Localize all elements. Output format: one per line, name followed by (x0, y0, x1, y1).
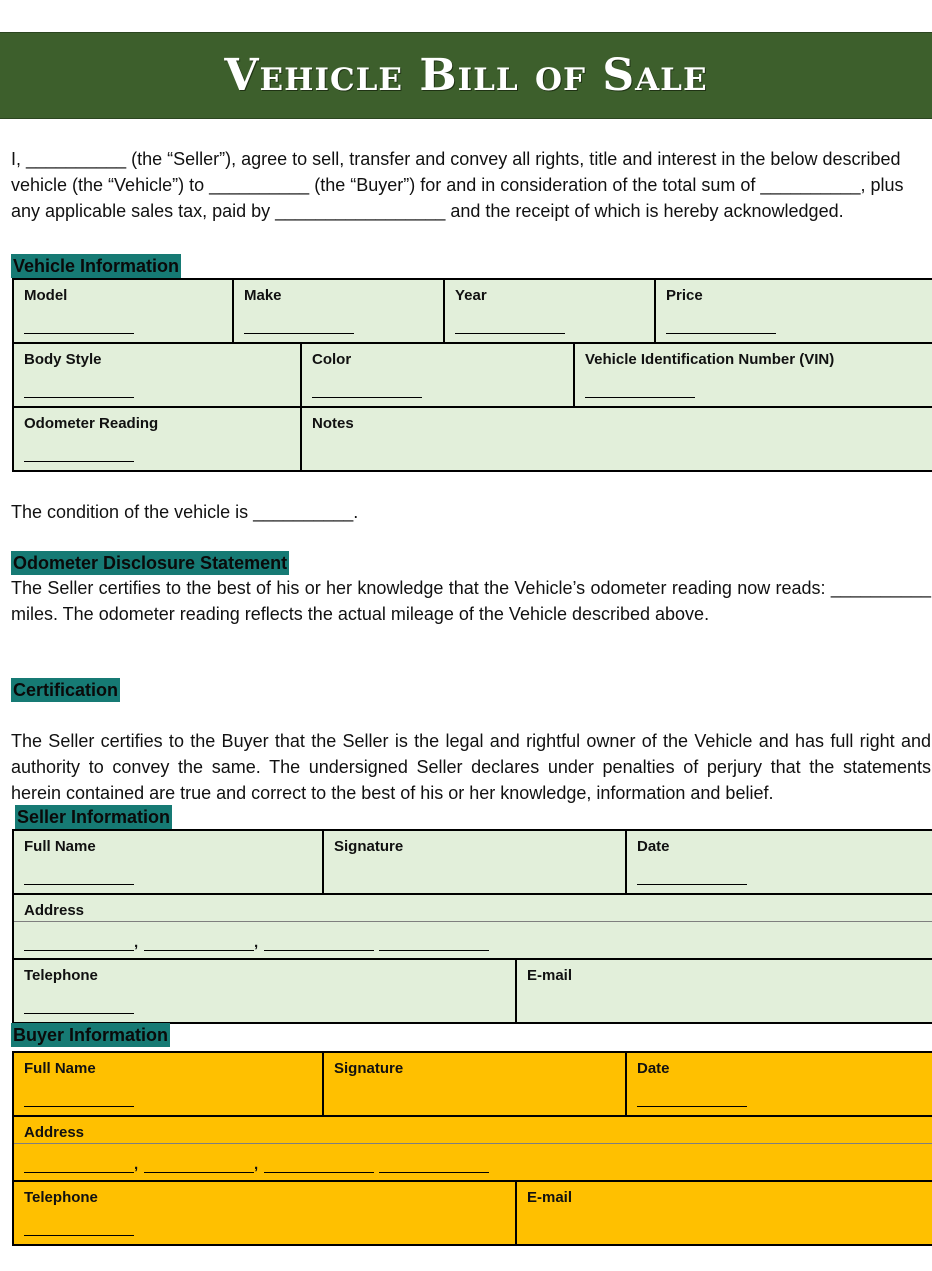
seller-full-name-label: Full Name (24, 838, 96, 855)
seller-address-row[interactable] (14, 893, 932, 958)
buyer-address-street-blank[interactable] (24, 1158, 134, 1173)
year-cell[interactable] (443, 280, 654, 342)
buyer-telephone-cell[interactable] (14, 1182, 515, 1244)
price-blank[interactable] (666, 333, 776, 334)
price-cell[interactable] (654, 280, 932, 342)
title-banner (0, 32, 932, 119)
buyer-address-row[interactable] (14, 1115, 932, 1180)
vehicle-info-heading: Vehicle Information (13, 256, 180, 276)
seller-address-blanks[interactable]: , , (14, 921, 932, 958)
year-label: Year (455, 287, 487, 304)
buyer-date-blank[interactable] (637, 1106, 747, 1107)
page-title: Vehicle Bill of Sale (224, 50, 708, 101)
seller-telephone-blank[interactable] (24, 1013, 134, 1014)
seller-address-label-wrap (14, 895, 932, 921)
price-label: Price (666, 287, 703, 304)
model-blank[interactable] (24, 333, 134, 334)
make-blank[interactable] (244, 333, 354, 334)
buyer-address-city-blank[interactable] (144, 1158, 254, 1173)
seller-info-heading: Seller Information (17, 807, 171, 827)
vin-cell[interactable] (573, 344, 932, 406)
seller-address-zip-blank[interactable] (379, 936, 489, 951)
buyer-email-cell[interactable] (515, 1182, 932, 1244)
condition-line: The condition of the vehicle is __________. (11, 502, 359, 522)
buyer-full-name-label: Full Name (24, 1060, 96, 1077)
body-style-label: Body Style (24, 351, 102, 368)
buyer-date-label: Date (637, 1060, 670, 1077)
odometer-blank[interactable] (24, 461, 134, 462)
seller-address-street-blank[interactable] (24, 936, 134, 951)
intro-paragraph: I, __________ (the “Seller”), agree to sell, transfer and convey all rights, title and interest in the below described vehicle (the “Vehicle”) to __________ (the “Buyer”) for and in consideration of the total sum of __________, plus any applicable sales tax, paid by _________________ and the receipt of which is hereby acknowledged. (11, 149, 904, 221)
buyer-row-1 (14, 1053, 932, 1115)
seller-address-label: Address (24, 902, 85, 919)
make-label: Make (244, 287, 282, 304)
year-blank[interactable] (455, 333, 565, 334)
buyer-signature-cell[interactable] (322, 1053, 625, 1115)
seller-date-label: Date (637, 838, 670, 855)
buyer-address-blanks[interactable]: , , (14, 1143, 932, 1180)
buyer-full-name-cell[interactable] (14, 1053, 322, 1115)
buyer-address-state-blank[interactable] (264, 1158, 374, 1173)
buyer-telephone-blank[interactable] (24, 1235, 134, 1236)
vehicle-info-table (12, 278, 932, 472)
vin-label: Vehicle Identification Number (VIN) (585, 351, 835, 368)
seller-full-name-cell[interactable] (14, 831, 322, 893)
buyer-telephone-label: Telephone (24, 1189, 98, 1206)
seller-signature-cell[interactable] (322, 831, 625, 893)
seller-row-3 (14, 958, 932, 1022)
seller-telephone-label: Telephone (24, 967, 98, 984)
vehicle-row-3 (14, 406, 932, 470)
seller-address-state-blank[interactable] (264, 936, 374, 951)
seller-signature-label: Signature (334, 838, 404, 855)
buyer-address-zip-blank[interactable] (379, 1158, 489, 1173)
seller-email-cell[interactable] (515, 960, 932, 1022)
color-cell[interactable] (300, 344, 573, 406)
odometer-disclosure-text: The Seller certifies to the best of his or her knowledge that the Vehicle’s odometer reading now reads: __________ miles. The odometer reading reflects the actual mileage of the Vehicle described above. (11, 578, 931, 624)
seller-info-table (12, 829, 932, 1024)
seller-telephone-cell[interactable] (14, 960, 515, 1022)
buyer-info-table (12, 1051, 932, 1246)
body-style-cell[interactable] (14, 344, 300, 406)
buyer-email-label: E-mail (527, 1189, 573, 1206)
buyer-address-label-wrap (14, 1117, 932, 1143)
notes-label: Notes (312, 415, 354, 432)
make-cell[interactable] (232, 280, 443, 342)
certification-heading: Certification (13, 680, 119, 700)
seller-full-name-blank[interactable] (24, 884, 134, 885)
notes-cell[interactable] (300, 408, 932, 470)
odometer-cell[interactable] (14, 408, 300, 470)
buyer-row-3 (14, 1180, 932, 1244)
color-blank[interactable] (312, 397, 422, 398)
buyer-date-cell[interactable] (625, 1053, 932, 1115)
seller-row-1 (14, 831, 932, 893)
vehicle-row-2 (14, 342, 932, 406)
buyer-info-heading: Buyer Information (13, 1025, 169, 1045)
odometer-label: Odometer Reading (24, 415, 159, 432)
seller-date-cell[interactable] (625, 831, 932, 893)
vehicle-row-1 (14, 280, 932, 342)
vin-blank[interactable] (585, 397, 695, 398)
buyer-signature-label: Signature (334, 1060, 404, 1077)
buyer-full-name-blank[interactable] (24, 1106, 134, 1107)
odometer-disclosure-heading: Odometer Disclosure Statement (13, 553, 288, 573)
seller-email-label: E-mail (527, 967, 573, 984)
certification-text: The Seller certifies to the Buyer that the Seller is the legal and rightful owner of the Vehicle and has full right and authority to convey the same. The undersigned Seller declares under penalties of perjury that the statements herein contained are true and correct to the best of his or her knowledge, information and belief. (11, 731, 931, 803)
model-cell[interactable] (14, 280, 232, 342)
buyer-address-label: Address (24, 1124, 85, 1141)
color-label: Color (312, 351, 352, 368)
model-label: Model (24, 287, 68, 304)
body-style-blank[interactable] (24, 397, 134, 398)
seller-date-blank[interactable] (637, 884, 747, 885)
seller-address-city-blank[interactable] (144, 936, 254, 951)
